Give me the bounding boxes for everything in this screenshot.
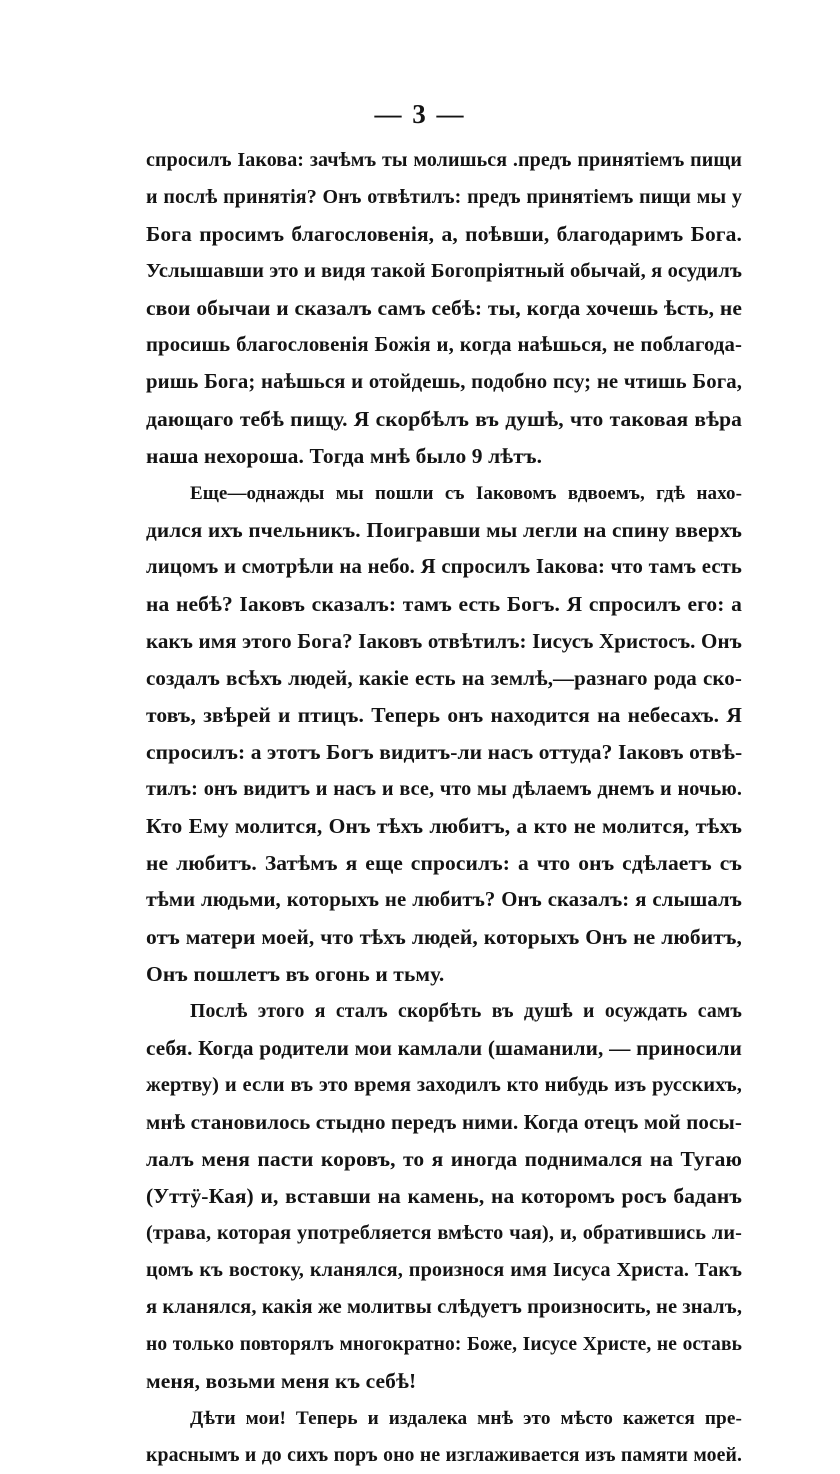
text-line: свои обычаи и сказалъ самъ себѣ: ты, когда хочешь ѣсть, не [146, 296, 742, 320]
text-line: себя. Когда родители мои камлали (шаманили, — приносили [146, 1036, 742, 1060]
text-line: спросилъ: а этотъ Богъ видитъ-ли насъ оттуда? Іаковъ отвѣ- [146, 740, 743, 764]
text-line: Дѣти мои! Теперь и издалека мнѣ это мѣсто кажется пре- [190, 1408, 742, 1429]
text-line: мнѣ становилось стыдно передъ ними. Когда отецъ мой посы- [146, 1110, 742, 1134]
text-line: создалъ всѣхъ людей, какіе есть на землѣ,—разнаго рода ско- [146, 666, 742, 690]
text-line: Услышавши это и видя такой Богопріятный обычай, я осудилъ [146, 260, 742, 282]
paragraph-1 [146, 142, 742, 475]
text-line: тилъ: онъ видитъ и насъ и все, что мы дѣлаемъ днемъ и ночью. [146, 778, 742, 800]
text-line: товъ, звѣрей и птицъ. Теперь онъ находится на небесахъ. Я [146, 703, 742, 727]
text-line: наша нехороша. Тогда мнѣ было 9 лѣтъ. [146, 444, 543, 468]
text-line: я кланялся, какія же молитвы слѣдуетъ произносить, не зналъ, [146, 1296, 743, 1318]
paragraph-3 [146, 993, 742, 1400]
text-line: дился ихъ пчельникъ. Поигравши мы легли на спину вверхъ [146, 518, 742, 542]
page-number: — 3 — [374, 99, 466, 129]
text-line: жертву) и если въ это время заходилъ кто нибудь изъ русскихъ, [146, 1074, 742, 1096]
text-line: краснымъ и до сихъ поръ оно не изглаживается изъ памяти моей. [146, 1444, 742, 1466]
body-text [146, 142, 742, 1474]
text-line: цомъ къ востоку, кланялся, произнося имя Іисуса Христа. Такъ [146, 1259, 742, 1281]
text-line: какъ имя этого Бога? Іаковъ отвѣтилъ: Іисусъ Христосъ. Онъ [146, 629, 742, 653]
text-line: меня, возьми меня къ себѣ! [146, 1369, 417, 1393]
text-line: лицомъ и смотрѣли на небо. Я спросилъ Іакова: что тамъ есть [146, 556, 742, 578]
text-line: дающаго тебѣ пищу. Я скорбѣлъ въ душѣ, что таковая вѣра [146, 407, 742, 431]
text-line: на небѣ? Іаковъ сказалъ: тамъ есть Богъ. Я спросилъ его: а [146, 592, 742, 616]
text-line: Бога просимъ благословенія, а, поѣвши, благодаримъ Бога. [146, 222, 742, 246]
text-line: не любитъ. Затѣмъ я еще спросилъ: а что онъ сдѣлаетъ съ [146, 851, 742, 875]
text-line: Кто Ему молится, Онъ тѣхъ любитъ, а кто не молится, тѣхъ [146, 814, 742, 838]
text-line: тѣми людьми, которыхъ не любитъ? Онъ сказалъ: я слышалъ [146, 889, 742, 911]
text-line: просишь благословенія Божія и, когда наѣшься, не поблагода- [146, 334, 742, 356]
text-line: ришь Бога; наѣшься и отойдешь, подобно псу; не чтишь Бога, [146, 371, 742, 393]
text-line: лалъ меня пасти коровъ, то я иногда поднимался на Тугаю [146, 1147, 742, 1171]
text-line: Послѣ этого я сталъ скорбѣть въ душѣ и осуждать самъ [190, 1000, 742, 1022]
paragraph-4 [146, 1400, 742, 1474]
text-line: и послѣ принятія? Онъ отвѣтилъ: предъ принятіемъ пищи мы у [146, 186, 742, 208]
text-line: спросилъ Іакова: зачѣмъ ты молишься .предъ принятіемъ пищи [146, 149, 742, 171]
text-line: Онъ пошлетъ въ огонь и тьму. [146, 962, 445, 986]
text-line: отъ матери моей, что тѣхъ людей, которыхъ Онъ не любитъ, [146, 925, 742, 949]
text-line: (Уттӱ-Кая) и, вставши на камень, на которомъ росъ баданъ [146, 1184, 742, 1208]
paragraph-2 [146, 475, 742, 993]
text-line: Еще—однажды мы пошли съ Іаковомъ вдвоемъ, гдѣ нахо- [190, 483, 742, 504]
text-line: (трава, которая употребляется вмѣсто чая), и, обратившись ли- [146, 1222, 742, 1244]
text-line: но только повторялъ многократно: Боже, Іисусе Христе, не оставь [146, 1334, 742, 1355]
